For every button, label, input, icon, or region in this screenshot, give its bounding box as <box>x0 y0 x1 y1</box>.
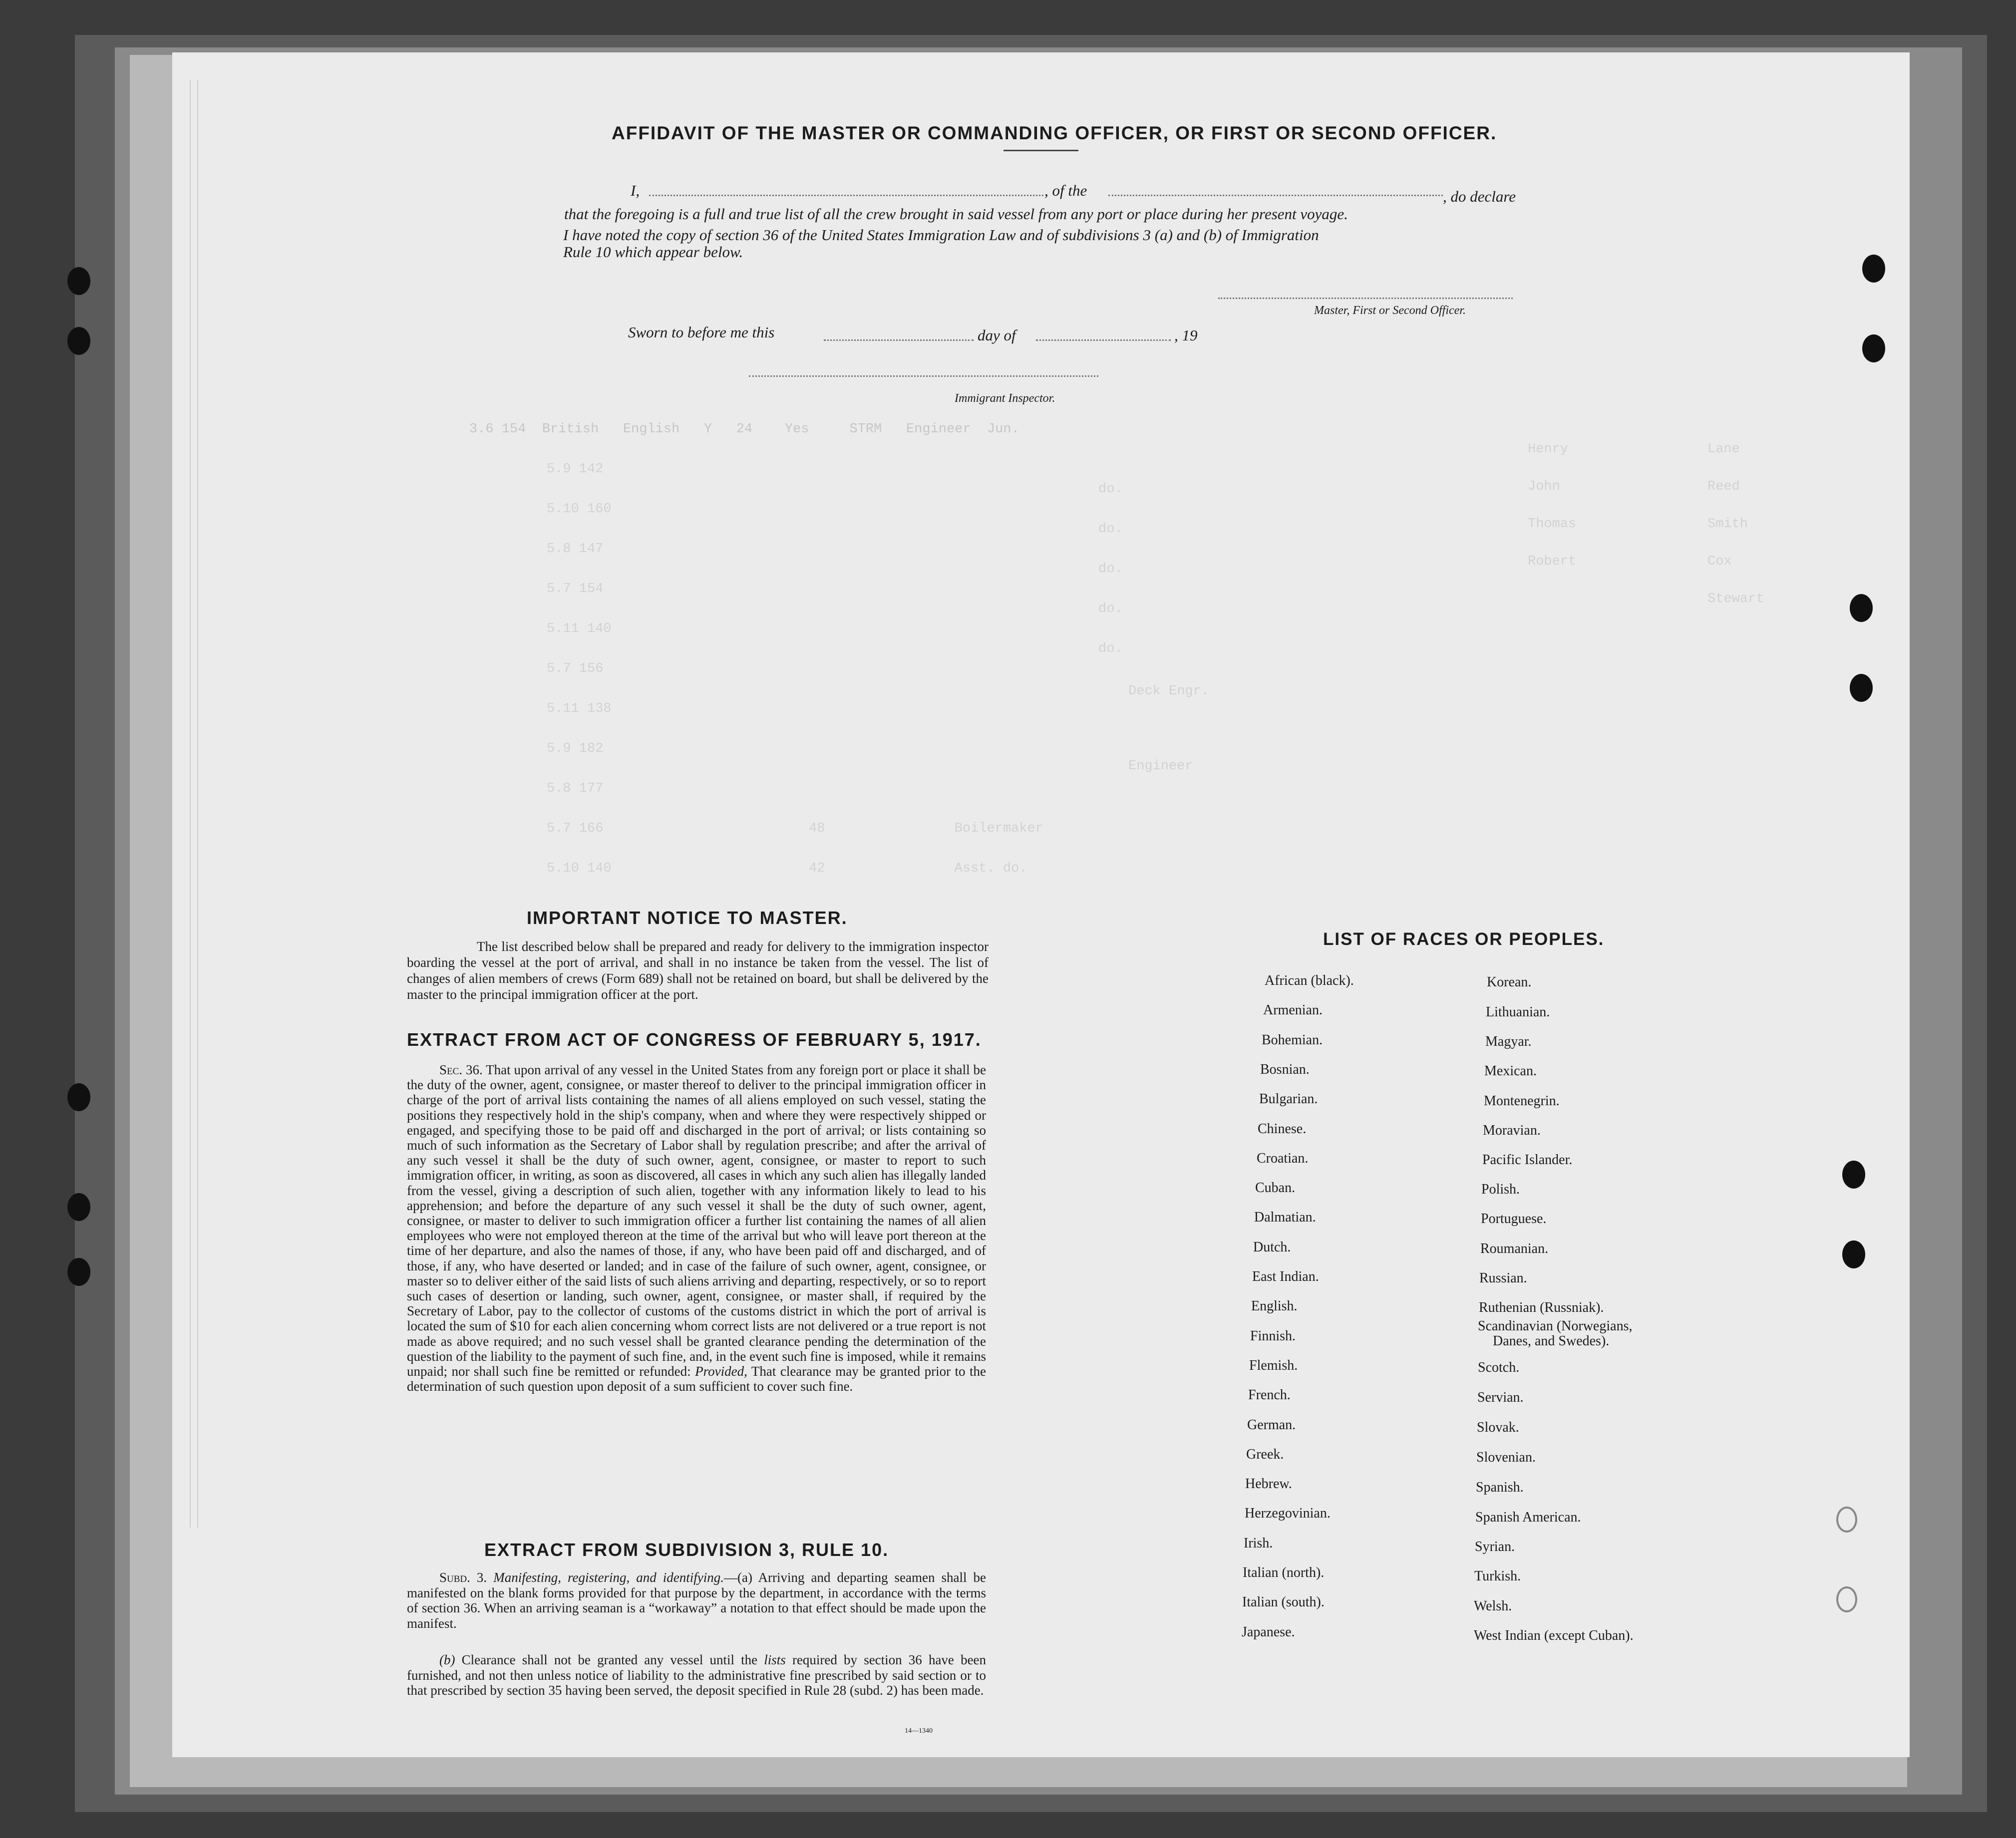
affidavit-title: AFFIDAVIT OF THE MASTER OR COMMANDING OFFICER, OR FIRST OR SECOND OFFICER. <box>612 123 1497 143</box>
affidavit-of-the: , of the <box>1044 182 1087 199</box>
notice-body: The list described below shall be prepared and ready for delivery to the immigration inspector boarding the vessel at the port of arrival, and shall in no instance be taken from the vessel. The list of changes of alien members of crews (Form 689) shall not be retained on board, but shall be delivered by the master to the principal immigration officer at the port. <box>407 939 989 1002</box>
race-item: Spanish. <box>1476 1480 1524 1495</box>
race-item: English. <box>1251 1298 1298 1314</box>
race-item: Korean. <box>1487 974 1532 990</box>
faded-typed-row: 42 Asst. do. <box>809 861 1027 876</box>
punch-hole <box>1842 1240 1865 1268</box>
year-label: , 19 <box>1174 326 1198 344</box>
race-item: Turkish. <box>1474 1568 1521 1584</box>
faded-typed-row: 5.7 154 <box>547 582 604 597</box>
faded-typed-row: Engineer <box>1128 759 1193 774</box>
faded-typed-row: do. <box>1098 562 1123 577</box>
name-blank[interactable] <box>649 195 1043 196</box>
race-item: Magyar. <box>1485 1034 1532 1049</box>
punch-hole <box>1842 1161 1865 1189</box>
faded-typed-row: 5.10 160 <box>547 502 612 517</box>
subd-b-label: (b) <box>439 1652 455 1667</box>
extract-act-text <box>407 1062 986 1394</box>
race-item: Bohemian. <box>1262 1032 1323 1048</box>
rule-subd-b <box>407 1652 986 1698</box>
race-item: Roumanian. <box>1480 1241 1549 1256</box>
affidavit-line-3: I have noted the copy of section 36 of the United States Immigration Law and of subdivisions 3 (a) and (b) of Immigration <box>563 226 1319 244</box>
faded-typed-row: 5.8 177 <box>547 781 604 796</box>
races-title: LIST OF RACES OR PEOPLES. <box>1323 929 1605 949</box>
subd-a-text: Arriving and departing seamen shall be manifested on the blank forms provided for that purpose by the department, in accordance with the terms of section 36. When an arriving seaman is a “workaway” a notation to that effect should be made upon the manifest. <box>407 1570 987 1631</box>
punch-hole <box>1850 674 1873 702</box>
faded-typed-row: Cox <box>1707 554 1732 569</box>
faded-typed-row: do. <box>1098 482 1123 497</box>
inspector-blank[interactable] <box>749 375 1098 377</box>
faded-typed-row: Thomas <box>1528 517 1577 532</box>
faded-typed-row: 5.7 166 <box>547 821 604 836</box>
race-item: African (black). <box>1265 973 1354 988</box>
punch-hole <box>1862 334 1885 362</box>
faded-typed-row: 5.9 142 <box>547 462 604 477</box>
punch-hole <box>67 1193 90 1221</box>
affidavit-line-2: that the foregoing is a full and true list of all the crew brought in said vessel from any port or place during her present voyage. <box>564 205 1348 223</box>
race-item: French. <box>1248 1387 1291 1403</box>
title-rule <box>1004 150 1078 151</box>
race-item: Polish. <box>1481 1182 1520 1197</box>
notice-text <box>407 938 989 1002</box>
rule-subd-a <box>407 1570 986 1631</box>
race-item: Italian (south). <box>1242 1594 1325 1610</box>
faded-typed-row: 5.8 147 <box>547 542 604 557</box>
faded-typed-row: 5.7 156 <box>547 661 604 676</box>
faded-typed-row: Reed <box>1707 479 1740 494</box>
punch-hole <box>1862 255 1885 283</box>
faded-typed-row: 5.11 140 <box>547 621 612 636</box>
race-item: Moravian. <box>1483 1123 1541 1138</box>
race-item: Chinese. <box>1258 1121 1307 1137</box>
race-item: West Indian (except Cuban). <box>1474 1628 1634 1643</box>
grid-line <box>197 80 198 1528</box>
race-item: Japanese. <box>1242 1624 1295 1640</box>
subd-b-lists: lists <box>764 1652 786 1667</box>
race-item: Syrian. <box>1475 1539 1515 1554</box>
section-text-end: That clearance may be granted prior to the determination of such question upon deposit of a sum sufficient to cover such fine. <box>407 1364 987 1394</box>
section-label: Sec. 36. <box>439 1062 483 1077</box>
race-item: Montenegrin. <box>1484 1093 1560 1109</box>
race-item: Russian. <box>1479 1270 1527 1286</box>
faded-typed-row: do. <box>1098 641 1123 656</box>
extract-act-title: EXTRACT FROM ACT OF CONGRESS OF FEBRUARY 5, 1917. <box>407 1029 982 1050</box>
subd-a-label: —(a) <box>724 1570 752 1585</box>
race-item: Dutch. <box>1253 1239 1291 1255</box>
inspector-label: Immigrant Inspector. <box>955 392 1055 405</box>
race-item: East Indian. <box>1252 1269 1319 1284</box>
form-number: 14—1340 <box>905 1727 933 1735</box>
document-page <box>172 52 1910 1757</box>
faded-typed-row: Robert <box>1528 554 1577 569</box>
race-item: Italian (north). <box>1243 1565 1325 1580</box>
subd-b-text-1: Clearance shall not be granted any vessel until the <box>461 1652 758 1667</box>
sworn-label: Sworn to before me this <box>628 323 775 341</box>
race-item: Lithuanian. <box>1486 1004 1550 1020</box>
race-item: Hebrew. <box>1245 1476 1292 1492</box>
race-item: Greek. <box>1246 1446 1284 1462</box>
race-item: Herzegovinian. <box>1245 1506 1331 1522</box>
affidavit-declare: , do declare <box>1443 188 1516 205</box>
day-blank[interactable] <box>824 339 974 341</box>
race-item: Scotch. <box>1478 1360 1520 1375</box>
race-item: Dalmatian. <box>1254 1210 1316 1225</box>
day-of-label: day of <box>978 326 1016 344</box>
race-item: Welsh. <box>1474 1598 1512 1614</box>
extract-rule-title: EXTRACT FROM SUBDIVISION 3, RULE 10. <box>484 1539 889 1560</box>
vessel-blank[interactable] <box>1108 195 1443 196</box>
race-item: Scandinavian (Norwegians, <box>1478 1318 1633 1334</box>
faded-typed-row: 5.11 138 <box>547 701 612 716</box>
race-item: Servian. <box>1477 1390 1524 1405</box>
faded-typed-row: do. <box>1098 522 1123 537</box>
race-item: Bulgarian. <box>1259 1091 1318 1107</box>
faded-typed-row: John <box>1528 479 1560 494</box>
race-item: Armenian. <box>1263 1002 1323 1018</box>
provided-word: Provided, <box>695 1364 747 1379</box>
notice-title: IMPORTANT NOTICE TO MASTER. <box>527 908 848 928</box>
race-item: Bosnian. <box>1260 1061 1310 1077</box>
race-item: German. <box>1247 1417 1296 1433</box>
punch-hole <box>1850 594 1873 622</box>
race-item: Slovak. <box>1477 1420 1519 1435</box>
race-item: Cuban. <box>1255 1180 1296 1196</box>
race-item: Pacific Islander. <box>1482 1152 1573 1168</box>
punch-hole <box>1836 1586 1857 1612</box>
subd-label: Subd. 3. <box>439 1570 487 1585</box>
month-blank[interactable] <box>1036 339 1171 341</box>
race-item: Finnish. <box>1250 1328 1296 1344</box>
faded-typed-row: Henry <box>1528 442 1569 457</box>
race-item: Flemish. <box>1249 1357 1298 1373</box>
faded-typed-row: do. <box>1098 602 1123 616</box>
race-item: Spanish American. <box>1475 1510 1581 1525</box>
faded-typed-row: 3.6 154 British English Y 24 Yes STRM Engineer Jun. <box>469 422 1019 437</box>
section-text: That upon arrival of any vessel in the United States from any foreign port or place it shall be the duty of the owner, agent, consignee, or master thereof to deliver to the principal immigration officer in charge of the port of arrival lists containing the names of all aliens employed on such vessel, stating the positions they respectively hold in the ship's company, when and where they were respectively shipped or engaged, and specifying those to be paid off and discharged in the port of arrival; or lists containing so much of such information as the Secretary of Labor shall by regulation prescribe; and after the arrival of any such vessel it shall be the duty of such owner, agent, consignee, or master to report to such immigration officer, in writing, as soon as discovered, all cases in which any such alien has illegally landed from the vessel, giving a description of such alien, together with any information likely to lead to his apprehension; and before the departure of any such vessel it shall be the duty of such owner, agent, consignee, or master to deliver to such immigration officer a further list containing the names of all alien employees who were not employed thereon at the time of the arrival but who will leave port thereon at the time of her departure, and also the names of those, if any, who have been paid off and discharged, and of those, if any, who have deserted or landed; and in case of the failure of such owner, agent, consignee, or master so to deliver either of the said lists of such aliens arriving and departing, respectively, or so to report such cases of desertion or landing, such owner, agent, consignee, or master shall, if required by the Secretary of Labor, pay to the collector of customs of the customs district in which the port of arrival is located the sum of $10 for each alien concerning whom correct lists are not delivered or a true report is not made as above required; and no such vessel shall be granted clearance pending the determination of the question of the liability to the payment of such fine, and, in the event such fine is imposed, while it remains unpaid; nor shall such fine be remitted or refunded: <box>407 1062 986 1379</box>
faded-typed-row: Stewart <box>1707 592 1764 607</box>
race-item: Croatian. <box>1257 1150 1309 1166</box>
affidavit-i: I, <box>631 182 640 199</box>
signature-blank[interactable] <box>1218 298 1513 299</box>
subd-b-text-2: required by section 36 have been furnished, and not then unless notice of liability to the administrative fine prescribed by said section or to that prescribed by section 35 having been served, the deposit specified in Rule 28 (subd. 2) has been made. <box>407 1652 987 1698</box>
race-item: Irish. <box>1244 1535 1273 1551</box>
faded-typed-row: Deck Engr. <box>1128 684 1210 699</box>
race-item: Ruthenian (Russniak). <box>1479 1300 1604 1315</box>
punch-hole <box>67 327 90 355</box>
race-item: Slovenian. <box>1476 1450 1536 1465</box>
race-item: Portuguese. <box>1481 1211 1547 1226</box>
master-signature-label: Master, First or Second Officer. <box>1314 304 1466 317</box>
punch-hole <box>1836 1507 1857 1532</box>
faded-typed-row: 48 Boilermaker <box>809 821 1043 836</box>
punch-hole <box>67 1258 90 1286</box>
faded-typed-row: 5.10 140 <box>547 861 612 876</box>
faded-typed-row: Lane <box>1707 442 1740 457</box>
punch-hole <box>67 267 90 295</box>
punch-hole <box>67 1083 90 1111</box>
faded-typed-row: 5.9 182 <box>547 741 604 756</box>
race-item: Danes, and Swedes). <box>1493 1333 1610 1349</box>
faded-typed-row: Smith <box>1707 517 1748 532</box>
subd-heading: Manifesting, registering, and identifying. <box>493 1570 724 1585</box>
race-item: Mexican. <box>1484 1063 1537 1079</box>
affidavit-line-4: Rule 10 which appear below. <box>563 243 743 261</box>
grid-line <box>190 80 191 1528</box>
